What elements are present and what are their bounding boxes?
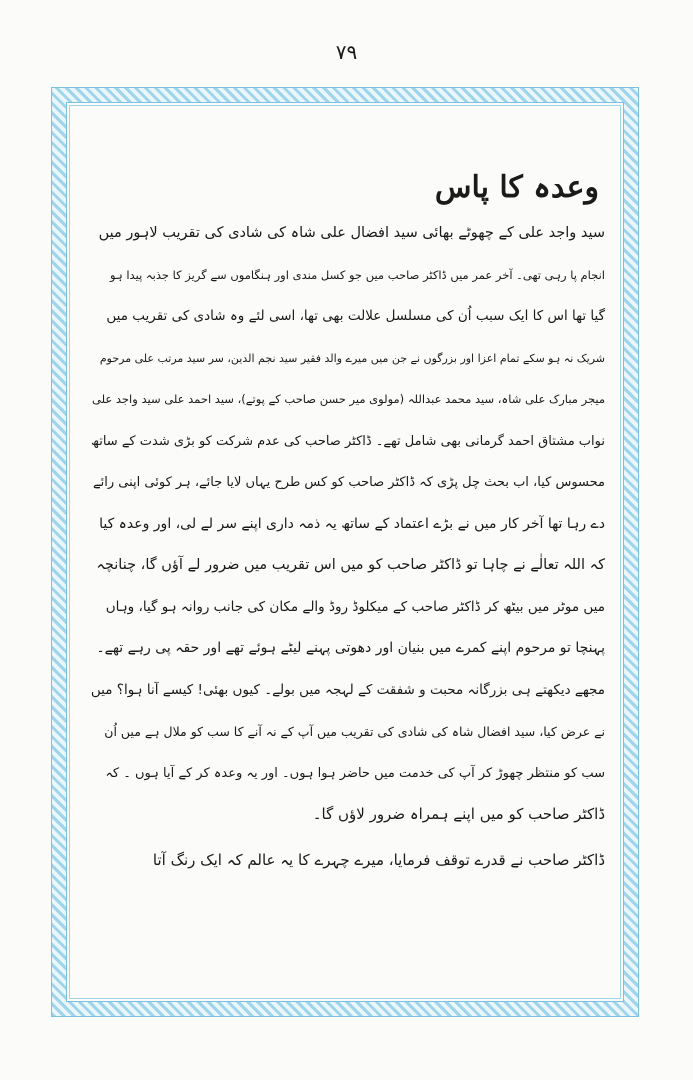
page-number: ٧٩ <box>335 40 358 64</box>
paragraph-line: گیا تھا اس کا ایک سبب اُن کی مسلسل علالت بھی تھا، اسی لئے وہ شادی کی تقریب میں <box>106 308 605 324</box>
paragraph-line: کہ اللہ تعالٰے نے چاہا تو ڈاکٹر صاحب کو میں اس تقریب میں ضرور لے آؤں گا، چنانچہ <box>96 557 605 573</box>
paragraph-line: میں موٹر میں بیٹھ کر ڈاکٹر صاحب کے میکلوڈ روڈ والے مکان کی جانب روانہ ہو گیا، وہاں <box>105 598 605 615</box>
paragraph-line: پہنچا تو مرحوم اپنے کمرے میں بنیان اور دھوتی پہنے لیٹے ہوئے تھے اور حقہ پی رہے تھے۔ <box>96 640 605 656</box>
paragraph-line: انجام پا رہی تھی۔ آخر عمر میں ڈاکٹر صاحب میں جو کسل مندی اور ہنگاموں سے گریز کا جذبہ پیدا ہو <box>110 267 605 282</box>
paragraph-line: میجر مبارک علی شاہ، سید محمد عبداللہ (مولوی میر حسن صاحب کے پوتے)، سید احمد علی سید واجد علی <box>91 392 605 406</box>
paragraph-line: سب کو منتظر چھوڑ کر آپ کی خدمت میں حاضر ہوا ہوں۔ اور یہ وعدہ کر کے آیا ہوں ۔ کہ <box>105 765 605 781</box>
paragraph-line: شریک نہ ہو سکے تمام اعزا اور بزرگوں نے جن میں میرے والد فقیر سید نجم الدین، سر سید مرتب علی مرحوم <box>99 351 605 365</box>
paragraph-line: محسوس کیا، اب بحث چل پڑی کہ ڈاکٹر صاحب کو کس طرح یہاں لایا جائے، ہر کوئی اپنی رائے <box>93 475 605 490</box>
paragraph-line: دے رہا تھا آخر کار میں نے بڑے اعتماد کے ساتھ یہ ذمہ داری اپنے سر لے لی، اور وعدہ کیا <box>99 515 605 532</box>
article-body <box>90 170 605 881</box>
paragraph-line: نے عرض کیا، سید افضال شاہ کی شادی کی تقریب میں آپ کے نہ آنے کا سب کو ملال ہے میں اُن <box>104 724 605 739</box>
paragraph-line: ڈاکٹر صاحب نے قدرے توقف فرمایا، میرے چہرے کا یہ عالم کہ ایک رنگ آتا <box>152 850 605 869</box>
paragraph-line: نواب مشتاق احمد گرمانی بھی شامل تھے۔ ڈاکٹر صاحب کی عدم شرکت کو بڑی شدت کے ساتھ <box>91 433 605 449</box>
paragraph-line: ڈاکٹر صاحب کو میں اپنے ہمراہ ضرور لاؤں گا۔ <box>312 805 605 823</box>
paragraph-line: مجھے دیکھتے ہی بزرگانہ محبت و شفقت کے لہجہ میں بولے۔ کیوں بھئی! کیسے آنا ہوا؟ میں <box>90 681 605 698</box>
paragraph-line: سید واجد علی کے چھوٹے بھائی سید افضال علی شاہ کی شادی کی تقریب لاہور میں <box>98 225 605 241</box>
article-title: وعدہ کا پاس <box>434 170 599 205</box>
